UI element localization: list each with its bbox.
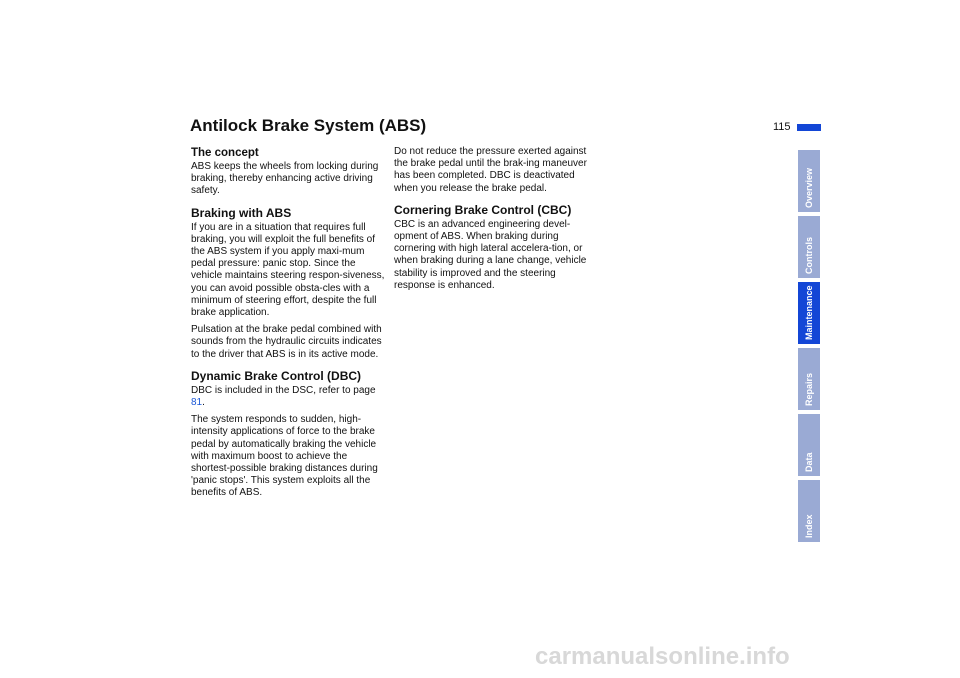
right-column xyxy=(394,146,594,297)
nav-tab-index[interactable] xyxy=(798,480,820,542)
page-number-bar xyxy=(797,124,821,131)
concept-paragraph: ABS keeps the wheels from locking during braking, thereby enhancing active driving safety. xyxy=(191,161,379,197)
watermark: carmanualsonline.info xyxy=(535,643,790,670)
nav-tab-repairs[interactable] xyxy=(798,348,820,410)
nav-tab-label: Repairs xyxy=(804,372,814,406)
nav-tab-label: Index xyxy=(804,514,814,538)
section-heading-concept: The concept xyxy=(191,147,259,159)
dbc-paragraph-2: The system responds to sudden, high-intensity applications of force to the brake pedal by automatically braking the vehicle with maximum boost to achieve the shortest-possible braking distances during 'panic stops'. This system exploits all the benefits of ABS. xyxy=(191,414,378,499)
section-heading-dbc: Dynamic Brake Control (DBC) xyxy=(191,368,362,383)
section-heading-cbc: Cornering Brake Control (CBC) xyxy=(394,202,572,217)
dbc-text-pre: DBC is included in the DSC, refer to page xyxy=(191,384,376,396)
page-title: Antilock Brake System (ABS) xyxy=(190,116,427,135)
nav-tab-label: Maintenance xyxy=(804,285,814,340)
nav-tab-data[interactable] xyxy=(798,414,820,476)
nav-tab-overview[interactable] xyxy=(798,150,820,212)
section-nav xyxy=(798,150,820,546)
nav-tab-label: Overview xyxy=(804,167,814,208)
left-column xyxy=(191,146,387,505)
dbc-paragraph-3: Do not reduce the pressure exerted against the brake pedal until the brak-ing maneuver has been completed. DBC is deactivated when you release the brake pedal. xyxy=(394,146,587,194)
dbc-paragraph-1 xyxy=(191,385,387,409)
cbc-paragraph: CBC is an advanced engineering devel-opment of ABS. When braking during cornering with high lateral accelera-tion, or when braking during a lane change, vehicle stability is improved and the steering response is enhanced. xyxy=(394,218,587,291)
braking-paragraph-2: Pulsation at the brake pedal combined with sounds from the hydraulic circuits indicates to the driver that ABS is in its active mode. xyxy=(191,324,382,360)
nav-tab-label: Data xyxy=(804,452,814,472)
section-heading-braking: Braking with ABS xyxy=(191,205,292,220)
braking-paragraph-1: If you are in a situation that requires full braking, you will exploit the full benefits of the ABS system if you apply maxi-mum pedal pressure: panic stop. Since the vehicle maintains steering respon-siveness, you can avoid possible obsta-cles with a minimum of steering effort, despite the full brake application. xyxy=(191,221,385,319)
nav-tab-maintenance[interactable] xyxy=(798,282,820,344)
dbc-text-post: . xyxy=(202,397,205,409)
page-reference-link[interactable]: 81 xyxy=(191,397,203,409)
page-number: 115 xyxy=(773,121,791,133)
nav-tab-controls[interactable] xyxy=(798,216,820,278)
nav-tab-label: Controls xyxy=(804,237,814,274)
